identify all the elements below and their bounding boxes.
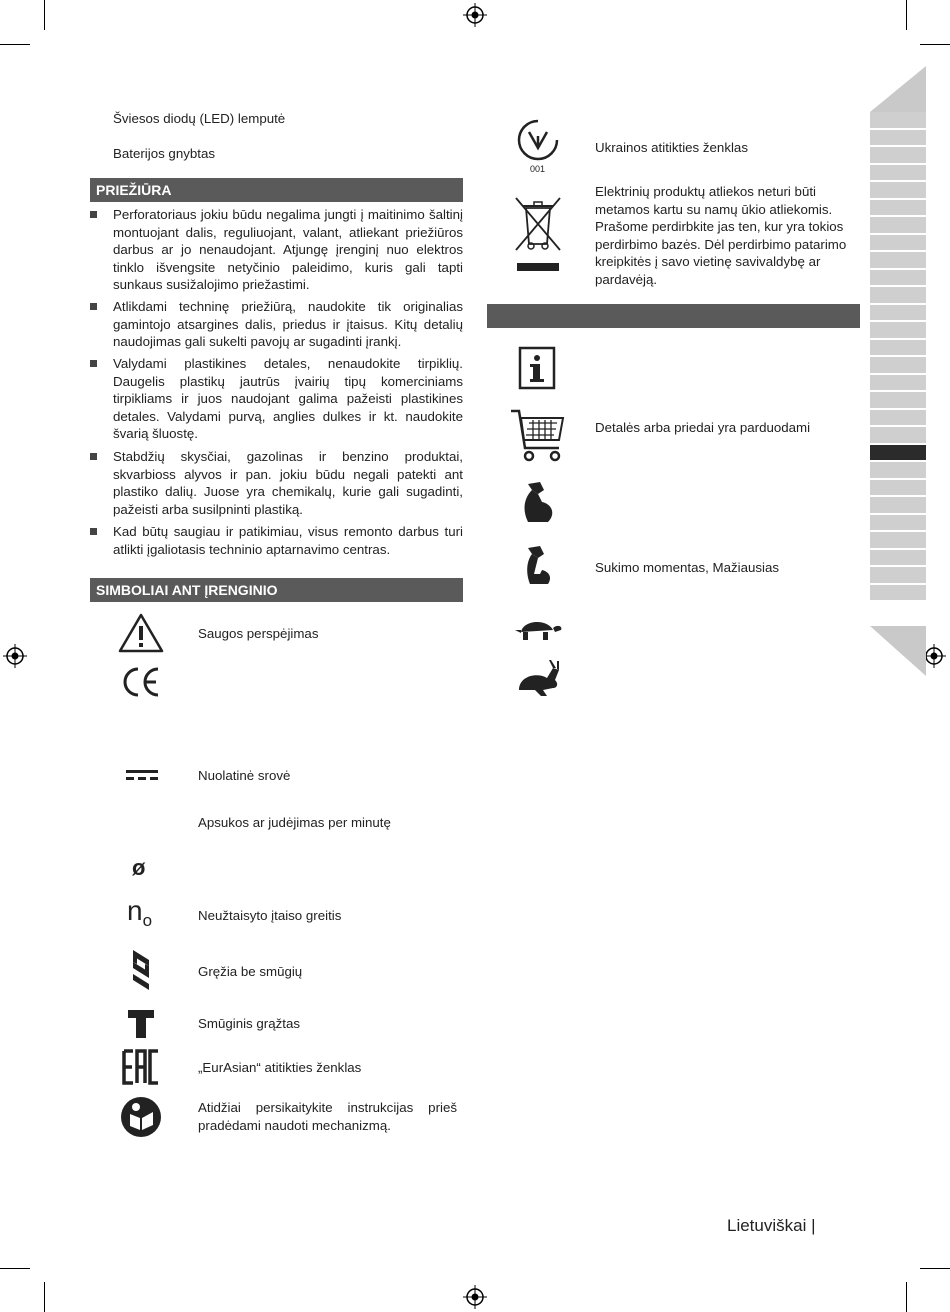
led-lamp-label: Šviesos diodų (LED) lemputė xyxy=(113,111,286,126)
language-tab xyxy=(870,217,926,235)
crop-mark xyxy=(44,0,45,30)
symbol-label: Saugos perspėjimas xyxy=(198,626,319,641)
bullet-marker xyxy=(90,525,100,535)
language-tab xyxy=(870,567,926,585)
language-tab-strip xyxy=(870,112,926,602)
crop-mark xyxy=(920,44,950,45)
crop-mark xyxy=(920,1268,950,1269)
drill-bit-icon xyxy=(129,950,153,992)
strong-arm-icon xyxy=(518,480,558,526)
language-tab xyxy=(870,112,926,130)
bullet-marker xyxy=(90,300,100,310)
symbol-label: Gręžia be smūgių xyxy=(198,964,303,979)
bullet-marker xyxy=(90,208,100,218)
language-tab xyxy=(870,305,926,323)
ukraine-mark-icon xyxy=(516,118,560,162)
language-tab xyxy=(870,252,926,270)
battery-terminal-label: Baterijos gnybtas xyxy=(113,146,215,161)
language-tab xyxy=(870,182,926,200)
ukraine-mark-code: 001 xyxy=(530,164,546,174)
diameter-icon: ø xyxy=(132,855,146,880)
page-language-footer: Lietuviškai | xyxy=(727,1216,816,1235)
turtle-icon xyxy=(513,614,563,642)
language-tab xyxy=(870,147,926,165)
maintenance-bullet: Perforatoriaus jokiu būdu negalima jungti į maitinimo šaltinį montuojant dalis, reguliuojant, valant, atliekant priežiūros darbus ar jo nenaudojant. Atjungę įrenginį nuo elektros tinklo išvengsite netyčinio paleidimo, kuris gali tapti sunkaus susižalojimo priežastimi. xyxy=(113,207,463,292)
no-load-speed-subscript: o xyxy=(142,911,153,930)
language-tab xyxy=(870,410,926,428)
maintenance-bullet: Kad būtų saugiau ir patikimiau, visus remonto darbus turi atlikti įgaliotasis techninio aptarnavimo centras. xyxy=(113,524,463,557)
language-tab xyxy=(870,322,926,340)
no-load-speed-glyph: n xyxy=(127,895,143,926)
tab-strip-top-triangle xyxy=(870,66,926,112)
ce-mark-icon xyxy=(120,666,162,698)
language-tab xyxy=(870,532,926,550)
rabbit-icon xyxy=(513,658,563,698)
crop-mark xyxy=(44,1282,45,1312)
language-tab xyxy=(870,480,926,498)
language-tab xyxy=(870,375,926,393)
language-tab xyxy=(870,550,926,568)
weak-arm-label: Sukimo momentas, Mažiausias xyxy=(595,560,780,575)
bullet-marker xyxy=(90,357,100,367)
weak-arm-icon xyxy=(518,544,558,590)
symbols-heading: SIMBOLIAI ANT ĮRENGINIO xyxy=(90,578,463,602)
symbol-label: Smūginis grąžtas xyxy=(198,1016,300,1031)
maintenance-bullet: Atlikdami techninę priežiūrą, naudokite tik originalias gamintojo atsargines dalis, priedus ir įtaisus. Kitų detalių naudojimas gali sukelti pavojų ar sugadinti įrankį. xyxy=(113,299,463,349)
weee-label: Elektrinių produktų atliekos neturi būti metamos kartu su namų ūkio atliekomis. Prašome perdirbkite jas ten, kur yra tokios perdirbimo bazės. Dėl perdirbimo patarimo kreipkitės į savo vietinę savivaldybę ar pardavėją. xyxy=(595,184,847,287)
maintenance-bullet: Valydami plastikines detales, nenaudokite tirpiklių. Daugelis plastikų jautrūs įvairių tipų komerciniams tirpikliams ir juos naudojant galima pažeisti plastikines detales. Valydami purvą, anglies dulkes ir kt. naudokite švarią šluostę. xyxy=(113,356,463,441)
language-tab xyxy=(870,270,926,288)
language-tab xyxy=(870,392,926,410)
crop-mark xyxy=(0,44,30,45)
crop-mark xyxy=(906,0,907,30)
right-section-heading xyxy=(487,304,860,328)
symbol-label: „EurAsian“ atitikties ženklas xyxy=(198,1060,362,1075)
warning-triangle-icon xyxy=(118,612,164,654)
language-tab xyxy=(870,200,926,218)
language-tab xyxy=(870,357,926,375)
shopping-cart-icon xyxy=(509,408,567,464)
ukraine-mark-label: Ukrainos atitikties ženklas xyxy=(595,140,748,155)
hammer-icon xyxy=(127,1009,155,1039)
info-icon xyxy=(518,346,558,390)
language-tab-active xyxy=(870,445,926,463)
language-tab xyxy=(870,497,926,515)
no-load-speed-icon xyxy=(127,896,152,936)
symbol-label: Nuolatinė srovė xyxy=(198,768,291,783)
weee-bin-icon xyxy=(512,194,564,274)
registration-mark-icon xyxy=(463,1285,487,1309)
language-tab xyxy=(870,287,926,305)
symbol-label: Apsukos ar judėjimas per minutę xyxy=(198,815,391,830)
language-tab xyxy=(870,515,926,533)
crop-mark xyxy=(0,1268,30,1269)
language-tab xyxy=(870,427,926,445)
registration-mark-icon xyxy=(463,3,487,27)
direct-current-icon xyxy=(126,768,158,782)
language-tab xyxy=(870,130,926,148)
language-tab xyxy=(870,585,926,603)
eac-mark-icon xyxy=(122,1049,160,1085)
language-tab xyxy=(870,340,926,358)
symbol-label: Neužtaisyto įtaiso greitis xyxy=(198,908,342,923)
language-tab xyxy=(870,462,926,480)
registration-mark-icon xyxy=(3,644,27,668)
crop-mark xyxy=(906,1282,907,1312)
maintenance-heading: PRIEŽIŪRA xyxy=(90,178,463,202)
language-tab xyxy=(870,165,926,183)
maintenance-bullet: Stabdžių skysčiai, gazolinas ir benzino produktai, skvarbioss alyvos ir pan. jokiu būdu negali patekti ant plastiko dalių. Juose yra chemikalų, kurie gali sugadinti, pažeisti arba susilpninti plastiką. xyxy=(113,449,463,517)
language-tab xyxy=(870,235,926,253)
symbol-label: Atidžiai persikaitykite instrukcijas prieš pradėdami naudoti mechanizmą. xyxy=(198,1100,457,1133)
bullet-marker xyxy=(90,450,100,460)
shopping-cart-label: Detalės arba priedai yra parduodami xyxy=(595,420,811,435)
tab-strip-bottom-triangle xyxy=(870,626,926,676)
read-manual-icon xyxy=(120,1096,162,1138)
